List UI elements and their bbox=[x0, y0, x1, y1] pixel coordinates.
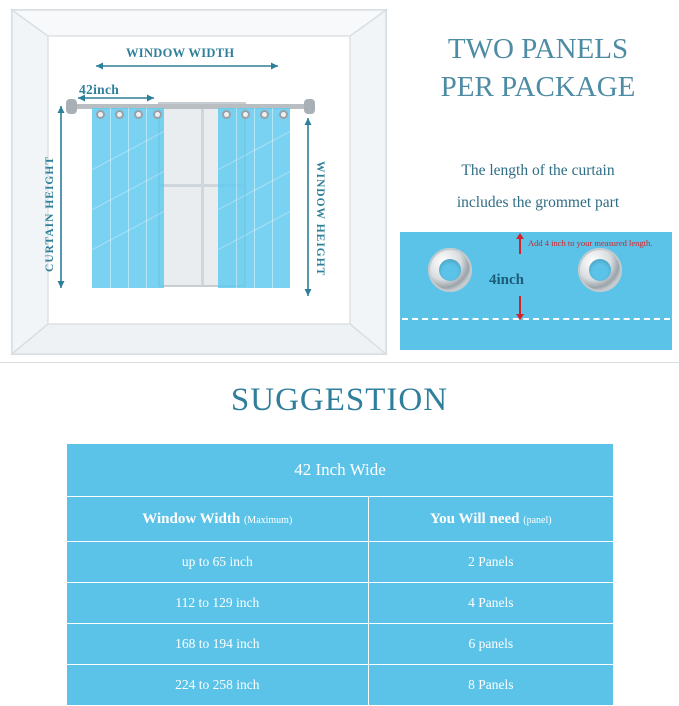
rod-finial-right bbox=[304, 99, 315, 114]
suggestion-title: SUGGESTION bbox=[230, 382, 449, 418]
curtain-panel-right bbox=[218, 108, 290, 288]
header-main-text: You Will need bbox=[430, 510, 520, 527]
grommet-row-left bbox=[96, 110, 162, 119]
headline bbox=[398, 30, 678, 106]
table-cell-width: 224 to 258 inch bbox=[67, 665, 369, 706]
panel-width-label: 42inch bbox=[79, 82, 120, 97]
grommet-icon bbox=[279, 110, 288, 119]
curtain-measurement-illustration bbox=[8, 6, 390, 358]
window-mullion-vertical bbox=[201, 104, 204, 285]
header-main-text: Window Width bbox=[142, 510, 241, 527]
subtext-line-1: The length of the curtain bbox=[461, 162, 615, 179]
grommet-icon bbox=[96, 110, 105, 119]
curtain-height-label: CURTAIN HEIGHT bbox=[44, 156, 56, 272]
table-cell-width: 112 to 129 inch bbox=[67, 583, 369, 624]
table-cell-width: 168 to 194 inch bbox=[67, 624, 369, 665]
grommet-icon bbox=[115, 110, 124, 119]
table-header-window-width bbox=[67, 497, 369, 542]
section-divider bbox=[0, 362, 679, 363]
table-cell-panels: 4 Panels bbox=[368, 583, 613, 624]
suggestion-table bbox=[66, 443, 614, 706]
table-cell-width: up to 65 inch bbox=[67, 542, 369, 583]
table-cell-panels: 8 Panels bbox=[368, 665, 613, 706]
grommet-icon bbox=[241, 110, 250, 119]
grommet-icon bbox=[222, 110, 231, 119]
grommet-icon bbox=[260, 110, 269, 119]
table-row bbox=[67, 624, 614, 665]
table-cell-panels: 6 panels bbox=[368, 624, 613, 665]
header-sub-text: (Maximum) bbox=[243, 514, 293, 526]
table-row bbox=[67, 583, 614, 624]
subtext-line-2: includes the grommet part bbox=[456, 194, 620, 211]
header-sub-text: (panel) bbox=[523, 514, 552, 526]
headline-line-1: TWO PANELS bbox=[447, 33, 629, 65]
table-header-you-will-need bbox=[368, 497, 613, 542]
table-banner-row bbox=[67, 444, 614, 497]
table-banner-cell: 42 Inch Wide bbox=[67, 444, 614, 497]
curtain-panel-left bbox=[92, 108, 164, 288]
measurement-dashed-line bbox=[402, 318, 670, 320]
four-inch-label: 4inch bbox=[489, 272, 525, 288]
window-height-label: WINDOW HEIGHT bbox=[314, 161, 326, 277]
table-row bbox=[67, 542, 614, 583]
table-header-row bbox=[67, 497, 614, 542]
grommet-icon bbox=[153, 110, 162, 119]
window-width-label: WINDOW WIDTH bbox=[126, 46, 235, 60]
grommet-row-right bbox=[222, 110, 288, 119]
grommet-icon bbox=[134, 110, 143, 119]
subtext bbox=[396, 155, 679, 219]
table-row bbox=[67, 665, 614, 706]
grommet-closeup-icon-right bbox=[578, 248, 622, 292]
arrow-up-icon bbox=[519, 238, 521, 254]
arrow-down-icon bbox=[519, 296, 521, 314]
rod-finial-left bbox=[66, 99, 77, 114]
headline-line-2: PER PACKAGE bbox=[440, 71, 636, 103]
add-length-note: Add 4 inch to your measured length. bbox=[528, 238, 653, 248]
grommet-closeup-icon-left bbox=[428, 248, 472, 292]
table-cell-panels: 2 Panels bbox=[368, 542, 613, 583]
